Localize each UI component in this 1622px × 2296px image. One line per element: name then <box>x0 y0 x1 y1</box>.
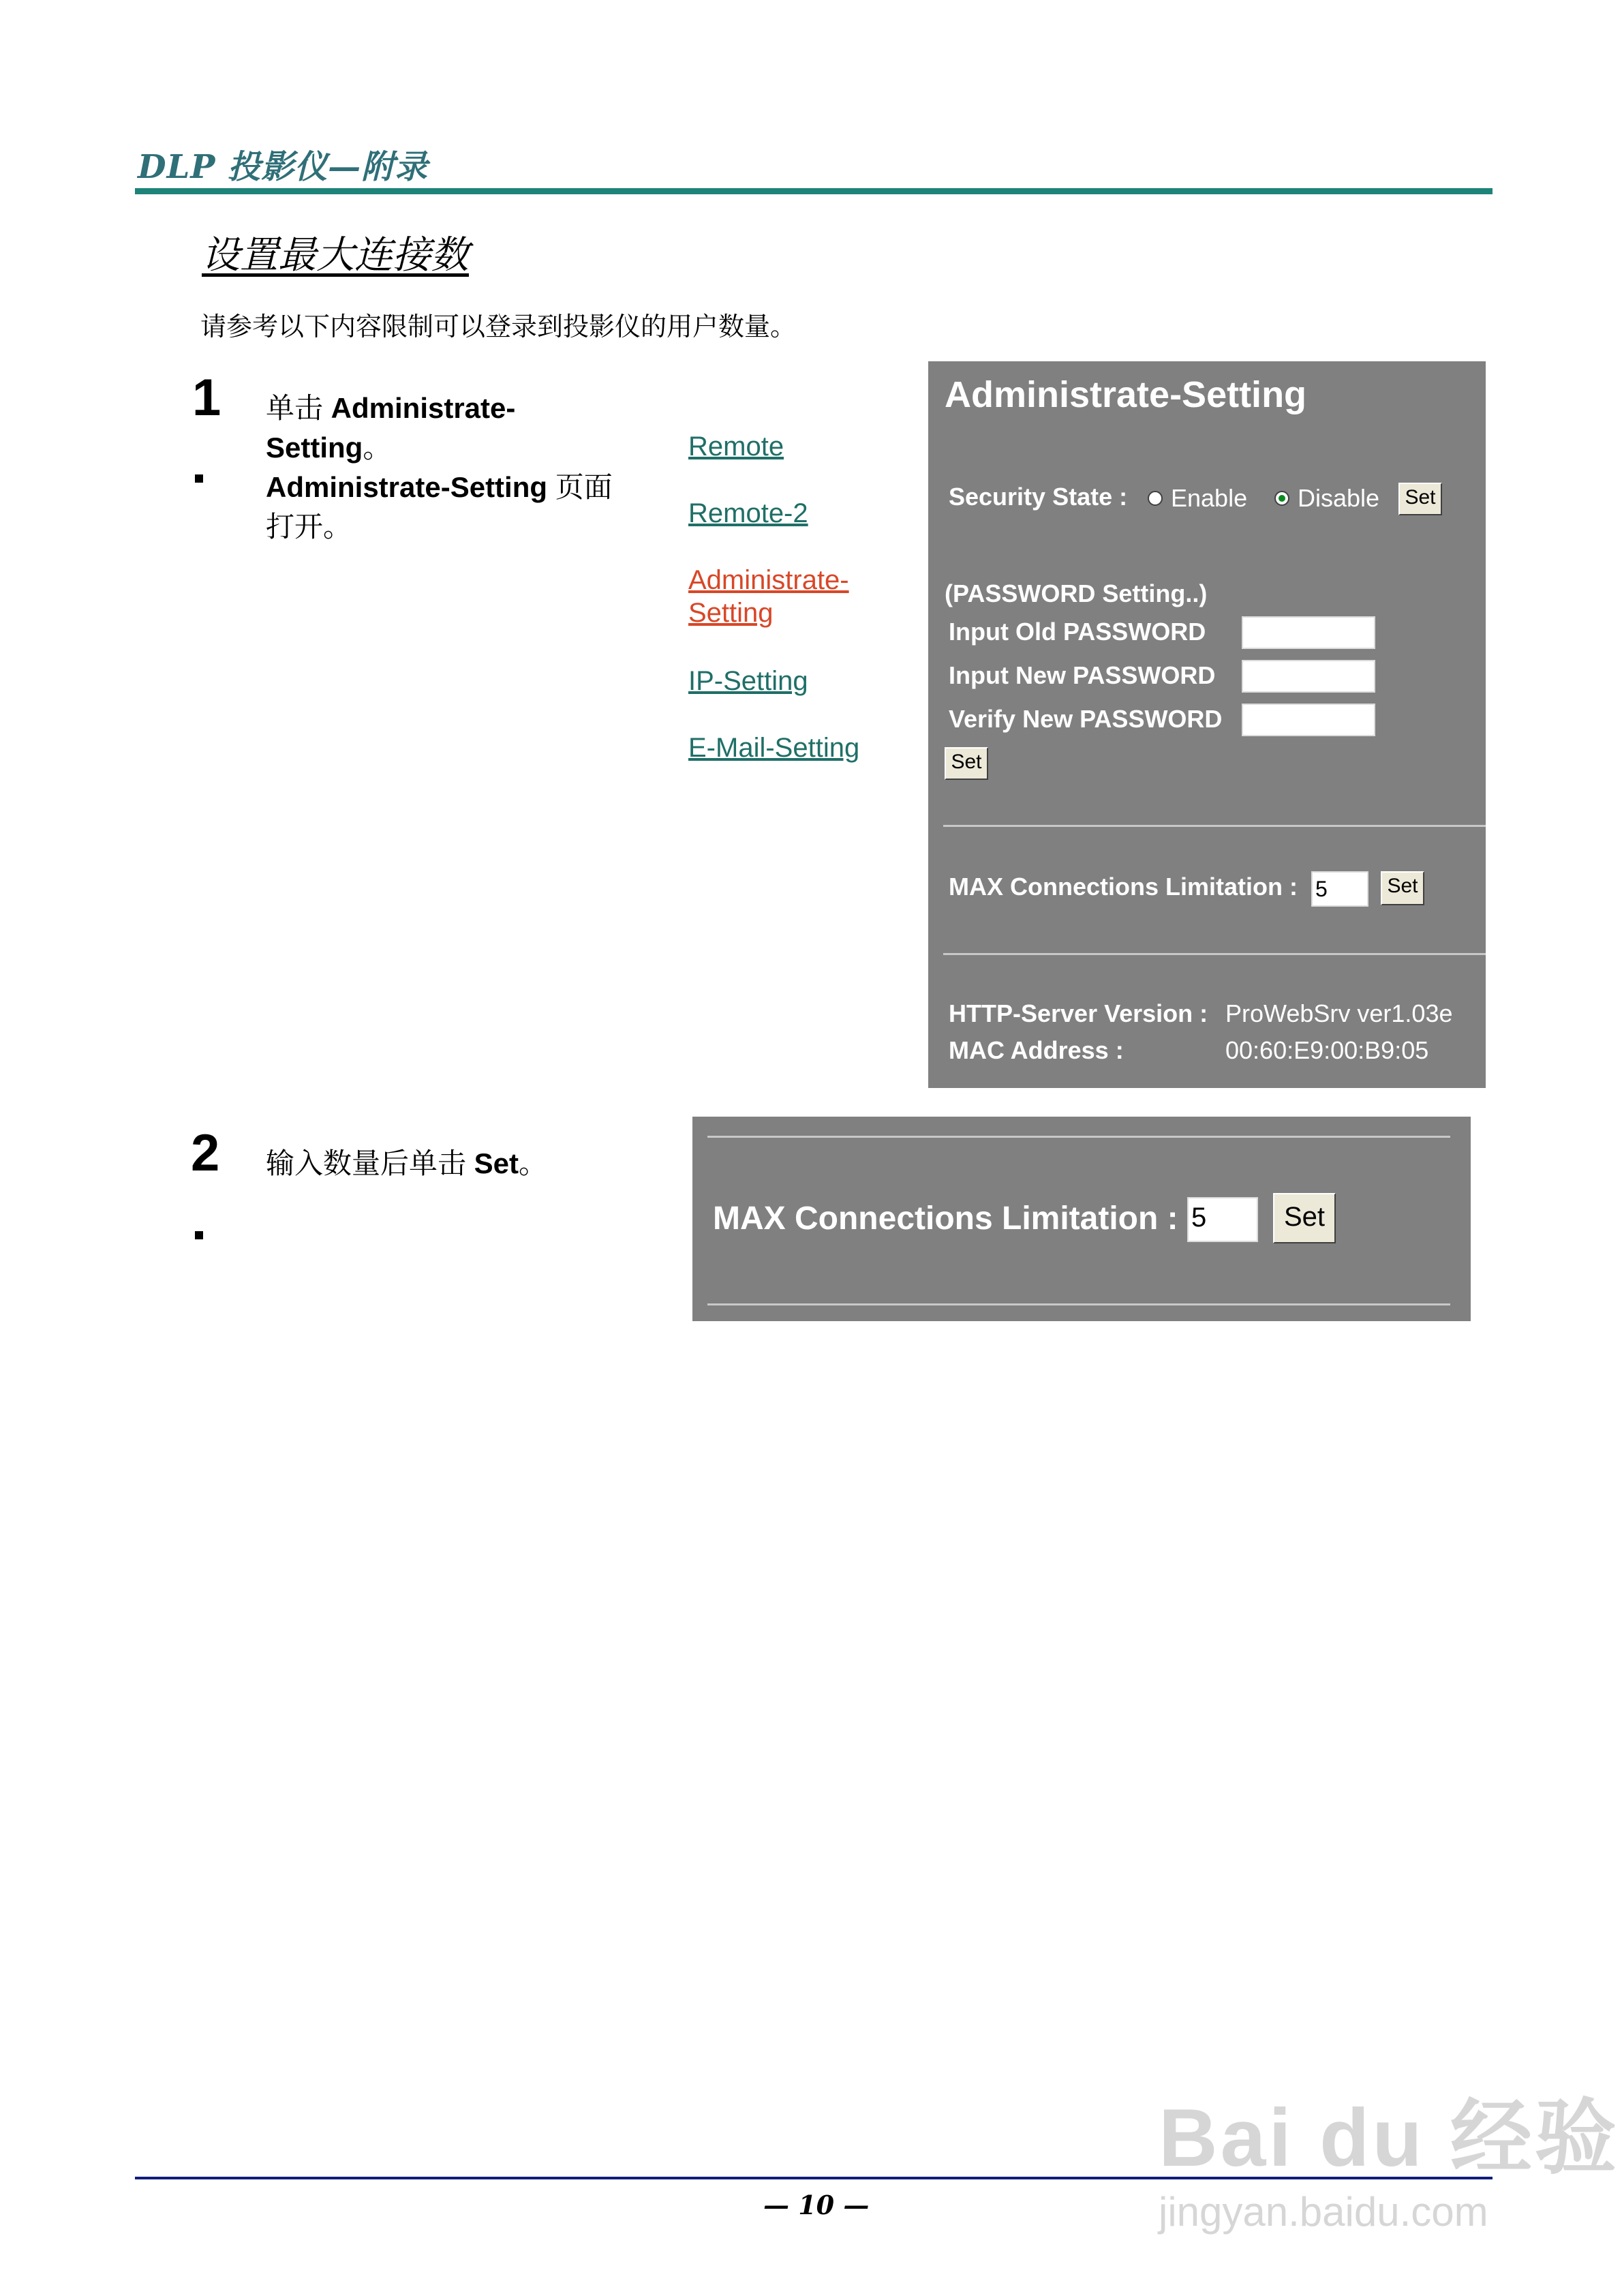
step-1-line2-rest: 页面 <box>547 471 613 503</box>
max-connections-input[interactable]: 5 <box>1311 871 1368 907</box>
disable-radio[interactable] <box>1274 491 1289 506</box>
security-set-button[interactable]: Set <box>1398 483 1442 515</box>
step-1-bold-a: Administrate- <box>331 392 516 424</box>
mac-address-label: MAC Address : <box>949 1036 1124 1064</box>
nav-link-administrate-setting-a[interactable]: Administrate- <box>688 565 849 595</box>
password-setting-heading: (PASSWORD Setting..) <box>945 579 1208 607</box>
document-header-title: DLP 投影仪—附录 <box>138 148 429 186</box>
verify-password-label: Verify New PASSWORD <box>949 705 1223 733</box>
old-password-label: Input Old PASSWORD <box>949 618 1206 646</box>
step-2-post: 。 <box>519 1147 548 1179</box>
step-1-pre: 单击 <box>266 392 331 424</box>
nav-link-administrate-setting-b[interactable]: Setting <box>688 598 774 628</box>
step-2-text <box>266 1144 547 1183</box>
mac-address-value: 00:60:E9:00:B9:05 <box>1225 1036 1429 1064</box>
section-title: 设置最大连接数 <box>202 233 469 277</box>
step-2-number: 2 <box>191 1124 220 1182</box>
step-2-pre: 输入数量后单击 <box>266 1147 474 1179</box>
new-password-label: Input New PASSWORD <box>949 661 1216 689</box>
step-2-bold: Set <box>474 1147 519 1179</box>
max-connections-label: MAX Connections Limitation : <box>949 873 1298 901</box>
security-state-label: Security State : <box>949 483 1128 511</box>
panel-divider <box>707 1136 1450 1138</box>
new-password-input[interactable] <box>1242 660 1375 693</box>
nav-link-email-setting[interactable]: E-Mail-Setting <box>688 733 860 763</box>
panel-divider <box>943 825 1486 827</box>
page-number: — 10 — <box>763 2190 870 2220</box>
step-1-number: 1 <box>192 369 221 427</box>
http-server-label: HTTP-Server Version : <box>949 999 1208 1027</box>
panel-divider <box>943 953 1486 955</box>
max-connections-panel <box>692 1117 1471 1321</box>
nav-link-ip-setting[interactable]: IP-Setting <box>688 666 808 696</box>
step-1-bullet <box>195 474 203 483</box>
old-password-input[interactable] <box>1242 616 1375 649</box>
step-2-bullet <box>195 1231 203 1239</box>
disable-label: Disable <box>1298 484 1380 512</box>
header-rule <box>135 188 1493 194</box>
step-1-bold-b: Setting <box>266 432 363 464</box>
http-server-value: ProWebSrv ver1.03e <box>1225 999 1453 1027</box>
panel-divider <box>707 1303 1450 1305</box>
admin-nav <box>688 429 906 784</box>
max-connections-label-large: MAX Connections Limitation : <box>713 1200 1178 1237</box>
step-1-line2-bold: Administrate-Setting <box>266 471 548 503</box>
max-connections-set-button-large[interactable]: Set <box>1273 1193 1336 1243</box>
intro-text: 请参考以下内容限制可以登录到投影仪的用户数量。 <box>200 312 797 342</box>
max-connections-input-large[interactable]: 5 <box>1187 1197 1258 1242</box>
enable-radio[interactable] <box>1148 491 1163 506</box>
step-1-line3: 打开。 <box>266 511 352 543</box>
admin-setting-panel <box>928 361 1486 1088</box>
baidu-watermark: Bai du 经验 <box>1159 2092 1620 2184</box>
nav-link-remote[interactable]: Remote <box>688 432 784 462</box>
watermark-url: jingyan.baidu.com <box>1159 2189 1488 2235</box>
admin-panel-title: Administrate-Setting <box>945 374 1307 415</box>
step-1-post: 。 <box>363 432 392 464</box>
password-set-button[interactable]: Set <box>945 747 988 780</box>
nav-link-remote-2[interactable]: Remote-2 <box>688 498 808 528</box>
max-connections-set-button[interactable]: Set <box>1381 871 1424 905</box>
enable-label: Enable <box>1171 484 1248 512</box>
verify-password-input[interactable] <box>1242 704 1375 736</box>
step-1-text <box>266 389 647 547</box>
